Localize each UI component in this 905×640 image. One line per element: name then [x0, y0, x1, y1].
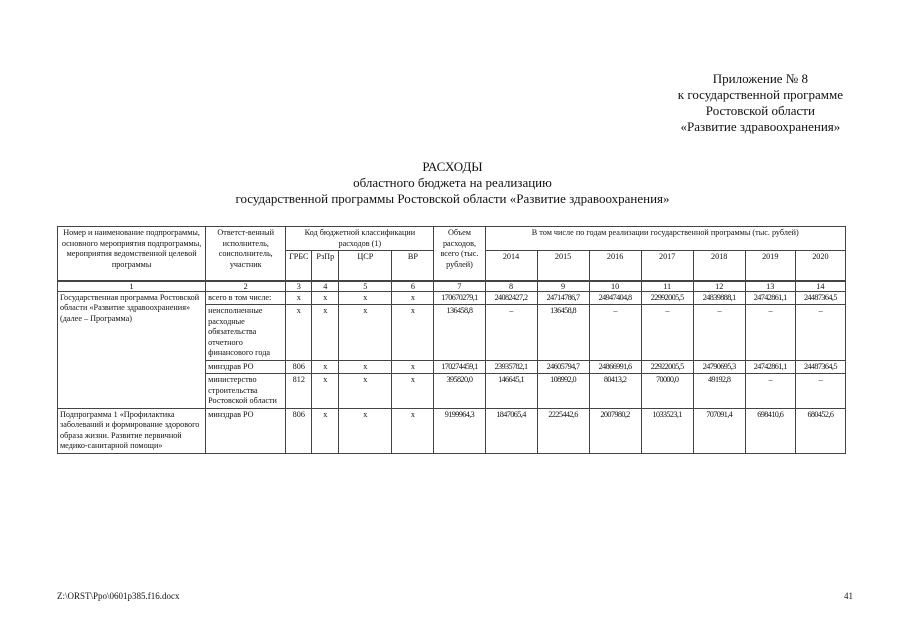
col-number: 11	[641, 281, 693, 292]
header-year-2015: 2015	[537, 251, 589, 281]
year-cell: 2007980,2	[589, 408, 641, 453]
title-line-3: государственной программы Ростовской области «Развитие здравоохранения»	[235, 191, 670, 206]
program-name: Государственная программа Ростовской области «Развитие здравоохранения» (далее – Программа)	[58, 291, 206, 408]
vr-cell: х	[392, 360, 434, 374]
year-cell: 1847065,4	[485, 408, 537, 453]
col-number: 1	[58, 281, 206, 292]
year-cell: 108992,0	[537, 374, 589, 409]
header-year-2018: 2018	[693, 251, 745, 281]
file-path: Z:\ORST\Ppo\0601p385.f16.docx	[57, 591, 180, 601]
col-number: 6	[392, 281, 434, 292]
year-cell: 707091,4	[693, 408, 745, 453]
year-cell: 24082427,2	[485, 291, 537, 305]
year-cell: 24487364,5	[795, 360, 845, 374]
year-cell: –	[795, 374, 845, 409]
year-cell: 22922005,5	[641, 360, 693, 374]
header-year-2020: 2020	[795, 251, 845, 281]
page-number: 41	[844, 591, 853, 601]
document-title	[0, 159, 905, 207]
year-cell: 70000,0	[641, 374, 693, 409]
year-cell: –	[485, 305, 537, 361]
year-cell: 2225442,6	[537, 408, 589, 453]
header-year-2017: 2017	[641, 251, 693, 281]
year-cell: 24605794,7	[537, 360, 589, 374]
annex-line-3: Ростовской области	[705, 103, 815, 118]
col-number: 12	[693, 281, 745, 292]
annex-line-2: к государственной программе	[677, 87, 843, 102]
responsible-cell: минздрав РО	[206, 360, 286, 374]
header-name: Номер и наименование подпрограммы, основного мероприятия подпрограммы, мероприятия ведомственной целевой программы	[58, 227, 206, 281]
year-cell: –	[795, 305, 845, 361]
grbs-cell: х	[286, 305, 312, 361]
year-cell: 24742861,1	[745, 360, 795, 374]
col-number: 9	[537, 281, 589, 292]
year-cell: 22992005,5	[641, 291, 693, 305]
year-cell: 24742861,1	[745, 291, 795, 305]
vr-cell: х	[392, 408, 434, 453]
vr-cell: х	[392, 291, 434, 305]
year-cell: 49192,8	[693, 374, 745, 409]
col-number: 7	[434, 281, 485, 292]
header-year-2014: 2014	[485, 251, 537, 281]
annex-line-4: «Развитие здравоохранения»	[680, 119, 841, 134]
rzpr-cell: х	[312, 305, 339, 361]
rzpr-cell: х	[312, 408, 339, 453]
table-row	[58, 291, 846, 305]
csr-cell: х	[339, 291, 392, 305]
header-year-2019: 2019	[745, 251, 795, 281]
column-number-row	[58, 281, 846, 292]
annex-block	[678, 71, 843, 135]
total-cell: 9199964,3	[434, 408, 485, 453]
header-grbs: ГРБС	[286, 251, 312, 281]
year-cell: –	[745, 374, 795, 409]
year-cell: 136458,8	[537, 305, 589, 361]
rzpr-cell: х	[312, 360, 339, 374]
grbs-cell: 812	[286, 374, 312, 409]
year-cell: 24790695,3	[693, 360, 745, 374]
grbs-cell: х	[286, 291, 312, 305]
table-row	[58, 408, 846, 453]
year-cell: 24866991,6	[589, 360, 641, 374]
responsible-cell: всего в том числе:	[206, 291, 286, 305]
col-number: 4	[312, 281, 339, 292]
csr-cell: х	[339, 360, 392, 374]
responsible-cell: минздрав РО	[206, 408, 286, 453]
grbs-cell: 806	[286, 408, 312, 453]
vr-cell: х	[392, 305, 434, 361]
annex-line-1: Приложение № 8	[712, 71, 808, 86]
year-cell: 1033523,1	[641, 408, 693, 453]
year-cell: 698410,6	[745, 408, 795, 453]
year-cell: 146645,1	[485, 374, 537, 409]
year-cell: 24714786,7	[537, 291, 589, 305]
col-number: 2	[206, 281, 286, 292]
header-csr: ЦСР	[339, 251, 392, 281]
subprogram-name: Подпрограмма 1 «Профилактика заболеваний и формирование здорового образа жизни. Развитие первичной медико-санитарной помощи»	[58, 408, 206, 453]
col-number: 10	[589, 281, 641, 292]
year-cell: 80413,2	[589, 374, 641, 409]
rzpr-cell: х	[312, 291, 339, 305]
header-volume: Объем расходов, всего (тыс. рублей)	[434, 227, 485, 281]
year-cell: 24839888,1	[693, 291, 745, 305]
responsible-cell: министерство строительства Ростовской области	[206, 374, 286, 409]
col-number: 14	[795, 281, 845, 292]
year-cell: –	[693, 305, 745, 361]
header-year-2016: 2016	[589, 251, 641, 281]
col-number: 5	[339, 281, 392, 292]
total-cell: 170274459,1	[434, 360, 485, 374]
year-cell: 680452,6	[795, 408, 845, 453]
csr-cell: х	[339, 408, 392, 453]
header-years-caption: В том числе по годам реализации государственной программы (тыс. рублей)	[485, 227, 846, 251]
year-cell: –	[745, 305, 795, 361]
header-vr: ВР	[392, 251, 434, 281]
header-row-1	[58, 227, 846, 251]
header-rzpr: РзПр	[312, 251, 339, 281]
year-cell: –	[641, 305, 693, 361]
csr-cell: х	[339, 374, 392, 409]
grbs-cell: 806	[286, 360, 312, 374]
vr-cell: х	[392, 374, 434, 409]
year-cell: 24487364,5	[795, 291, 845, 305]
total-cell: 395820,0	[434, 374, 485, 409]
col-number: 3	[286, 281, 312, 292]
col-number: 8	[485, 281, 537, 292]
header-responsible: Ответст-венный исполнитель, соисполнитель, участник	[206, 227, 286, 281]
year-cell: –	[589, 305, 641, 361]
title-line-2: областного бюджета на реализацию	[353, 175, 552, 190]
title-line-1: РАСХОДЫ	[422, 159, 483, 174]
year-cell: 24947404,8	[589, 291, 641, 305]
responsible-cell: неисполненные расходные обязательства отчетного финансового года	[206, 305, 286, 361]
csr-cell: х	[339, 305, 392, 361]
expenses-table	[57, 226, 846, 454]
year-cell: 23935782,1	[485, 360, 537, 374]
header-code: Код бюджетной классификации расходов (1)	[286, 227, 434, 251]
total-cell: 170670279,1	[434, 291, 485, 305]
rzpr-cell: х	[312, 374, 339, 409]
col-number: 13	[745, 281, 795, 292]
total-cell: 136458,8	[434, 305, 485, 361]
